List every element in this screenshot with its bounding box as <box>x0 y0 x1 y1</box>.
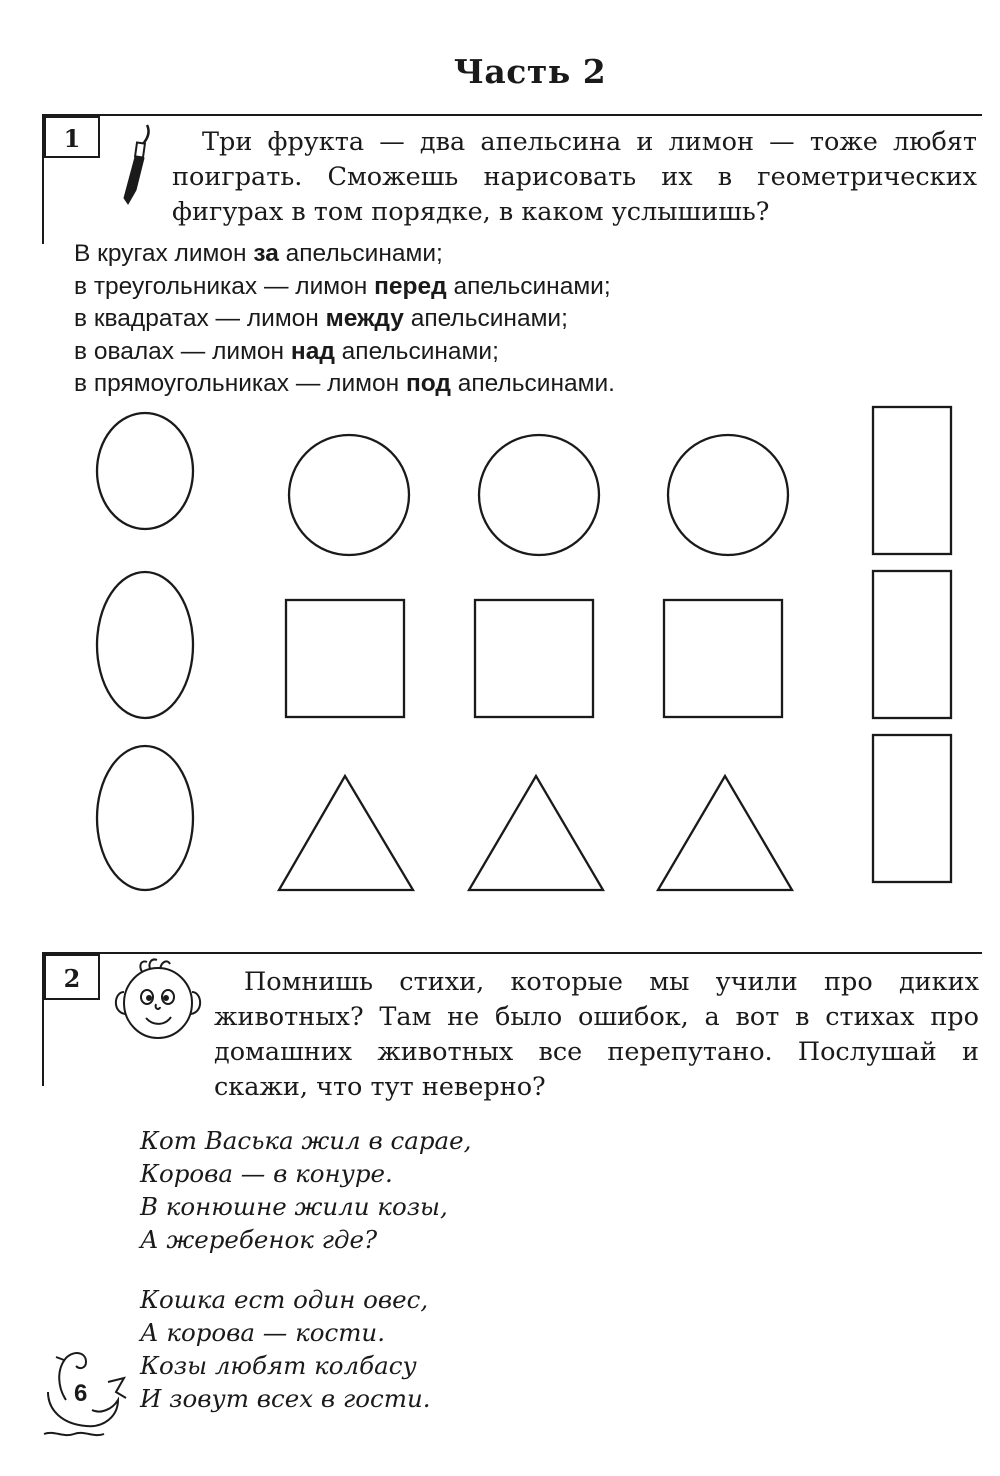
poem-line: И зовут всех в гости. <box>140 1384 431 1413</box>
task2-top-rule <box>42 952 982 954</box>
page-number: 6 <box>74 1380 88 1407</box>
triangle-shape <box>279 776 413 890</box>
task2-number: 2 <box>44 954 100 1000</box>
poem-line: Корова — в конуре. <box>140 1159 393 1188</box>
rectangles-column <box>873 407 951 882</box>
circle-shape <box>479 435 599 555</box>
condition-keyword: перед <box>374 272 447 300</box>
paintbrush-icon <box>124 125 149 204</box>
rectangle-shape <box>873 735 951 882</box>
page-title: Часть 2 <box>453 52 607 91</box>
poem-line: В конюшне жили козы, <box>140 1192 448 1221</box>
poem-stanza-2 <box>140 1283 431 1415</box>
oval-shape <box>97 746 193 890</box>
condition-line: в овалах — лимон над апельсинами; <box>74 337 499 365</box>
triangles-row <box>279 776 792 890</box>
square-shape <box>475 600 593 717</box>
oval-shape <box>97 572 193 718</box>
circle-shape <box>289 435 409 555</box>
task2-text: Помнишь стихи, которые мы учили про диких животных? Там не было ошибок, а вот в стихах про домашних животных все перепутано. Послушай и скажи, что тут неверно? <box>214 967 979 1102</box>
condition-keyword: под <box>405 370 451 397</box>
condition-keyword: за <box>253 240 279 267</box>
circle-shape <box>668 435 788 555</box>
poem-line: Кошка ест один овес, <box>140 1285 429 1314</box>
condition-line: В кругах лимон за апельсинами; <box>74 240 443 267</box>
task1-conditions <box>74 238 615 401</box>
condition-line: в треугольниках — лимон перед апельсинами; <box>74 272 611 300</box>
child-face-icon <box>116 959 200 1038</box>
rectangle-shape <box>873 407 951 554</box>
condition-line: в квадратах — лимон между апельсинами; <box>74 305 568 332</box>
oval-shape <box>97 413 193 529</box>
poem-line: А жеребенок где? <box>140 1225 378 1254</box>
square-shape <box>286 600 404 717</box>
poem-line: Кот Васька жил в сарае, <box>140 1126 472 1155</box>
poem-line: Козы любят колбасу <box>140 1351 417 1380</box>
condition-keyword: над <box>290 337 335 365</box>
poem-line: А корова — кости. <box>140 1318 385 1347</box>
task1-text: Три фрукта — два апельсина и лимон — тоже любят поиграть. Сможешь нарисовать их в геометрических фигурах в том порядке, в каком услышишь? <box>172 127 977 227</box>
ovals-column <box>97 413 193 890</box>
condition-line: в прямоугольниках — лимон под апельсинами. <box>74 370 615 397</box>
poem-stanza-1 <box>140 1124 471 1256</box>
square-shape <box>664 600 782 717</box>
squares-row <box>286 600 782 717</box>
rectangle-shape <box>873 571 951 718</box>
condition-keyword: между <box>325 305 404 332</box>
circles-row <box>289 435 788 555</box>
triangle-shape <box>469 776 603 890</box>
triangle-shape <box>658 776 792 890</box>
task1-number: 1 <box>44 116 100 158</box>
